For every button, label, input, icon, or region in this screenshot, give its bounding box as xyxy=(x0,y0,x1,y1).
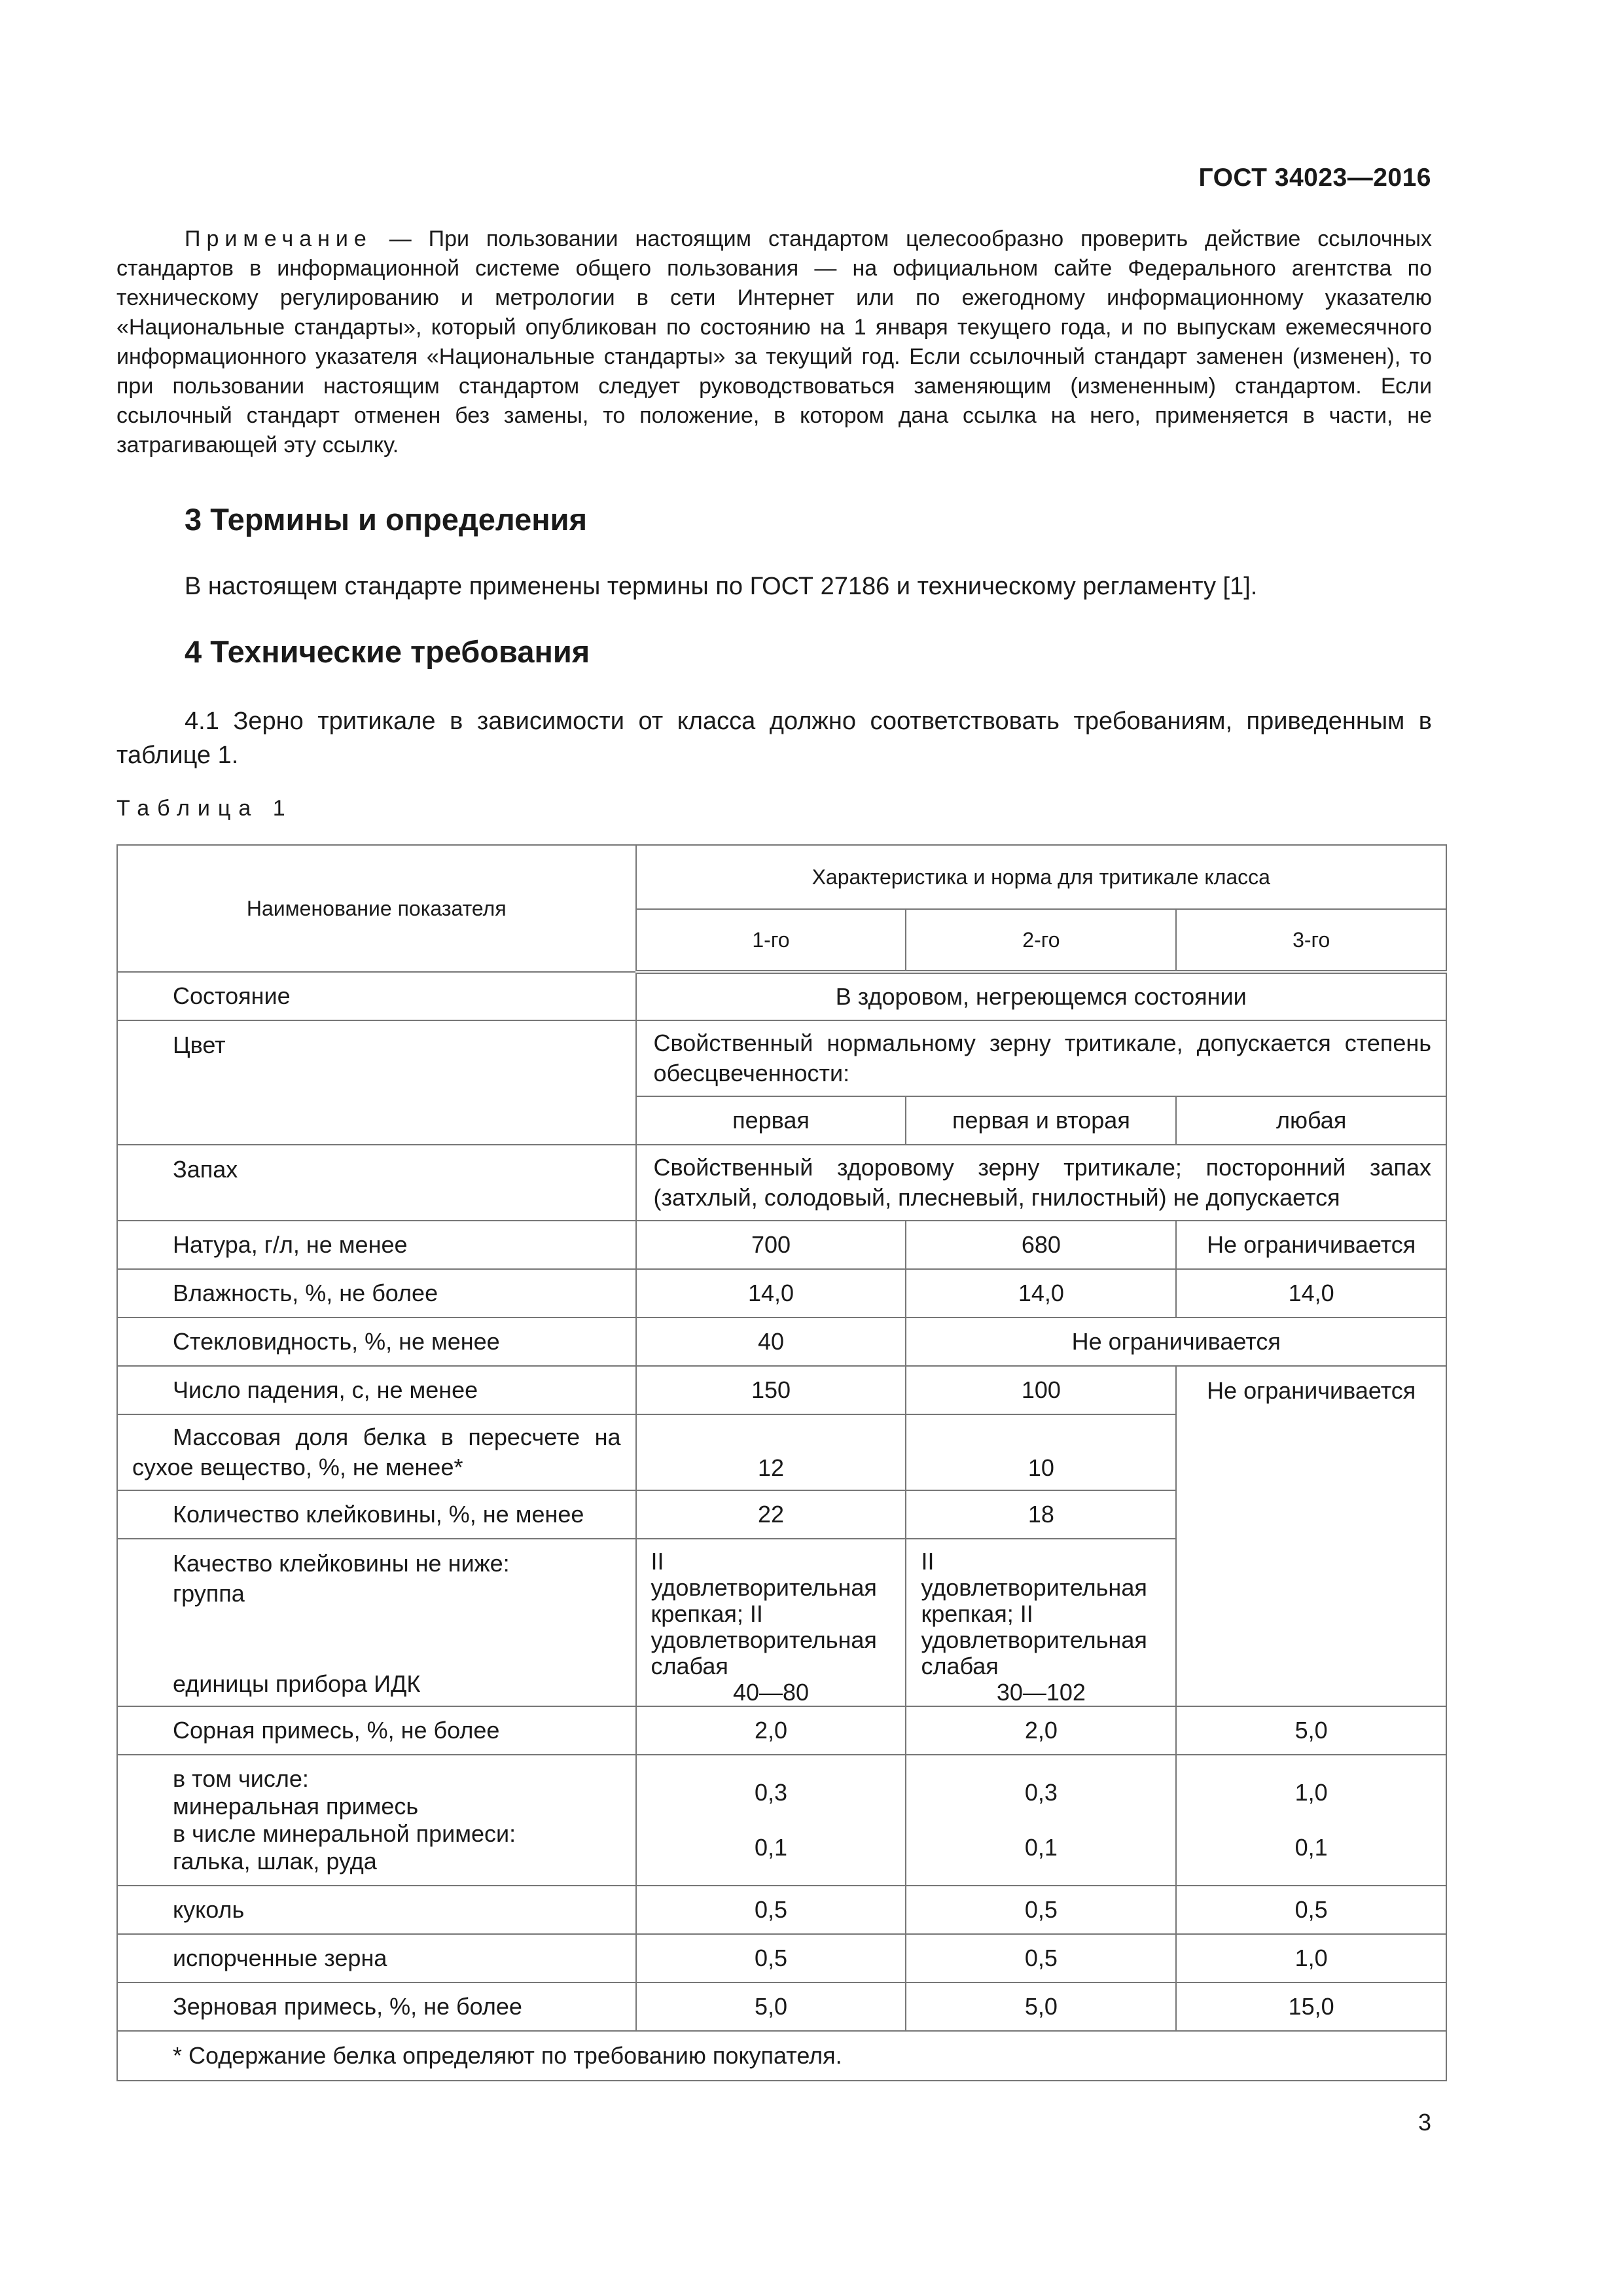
cell: 5,0 xyxy=(1176,1706,1446,1755)
cell: 14,0 xyxy=(906,1269,1176,1318)
table-row xyxy=(117,1366,1446,1414)
cell-idk: 40—80 xyxy=(732,1679,810,1706)
cell-group: II удовлетворительная крепкая; II удовлетворительная слабая xyxy=(921,1548,1147,1679)
table-row xyxy=(117,1145,1446,1221)
cell-value: 0,3 xyxy=(1024,1779,1058,1806)
header-group: Характеристика и норма для тритикале класса xyxy=(636,845,1446,909)
section-4-heading: 4 Технические требования xyxy=(185,634,590,669)
table-row xyxy=(117,972,1446,1020)
table-row xyxy=(117,1755,1446,1886)
row-name: Число падения, с, не менее xyxy=(117,1366,636,1414)
section-3-text: В настоящем стандарте применены термины по ГОСТ 27186 и техническому регламенту [1]. xyxy=(185,573,1258,600)
row-name-line: в том числе: xyxy=(173,1765,309,1792)
cell xyxy=(636,1539,906,1706)
row-name xyxy=(117,1755,636,1886)
page-number: 3 xyxy=(1418,2109,1431,2136)
row-name: Массовая доля белка в пересчете на сухое вещество, %, не менее* xyxy=(117,1414,636,1490)
table-row xyxy=(117,1318,1446,1366)
cell: 14,0 xyxy=(1176,1269,1446,1318)
cell xyxy=(906,1755,1176,1886)
cell xyxy=(636,1755,906,1886)
table-row xyxy=(117,1020,1446,1096)
table-row xyxy=(117,1982,1446,2031)
section-4-text: 4.1 Зерно тритикале в зависимости от класса должно соответствовать требованиям, приведенным в таблице 1. xyxy=(116,708,1432,769)
row-name-line: галька, шлак, руда xyxy=(173,1848,377,1874)
table-row xyxy=(117,1221,1446,1269)
table-row xyxy=(117,1934,1446,1982)
cell: Не ограничивается xyxy=(1176,1366,1446,1706)
header-name: Наименование показателя xyxy=(117,845,636,972)
header-class-3: 3-го xyxy=(1176,909,1446,972)
table-caption: Таблица 1 xyxy=(116,796,293,821)
row-name: Натура, г/л, не менее xyxy=(117,1221,636,1269)
table-row xyxy=(117,1886,1446,1934)
row-name-line: единицы прибора ИДК xyxy=(173,1670,421,1697)
cell: 0,5 xyxy=(906,1934,1176,1982)
cell: 5,0 xyxy=(906,1982,1176,2031)
cell-value: 1,0 xyxy=(1294,1779,1328,1806)
cell: 680 xyxy=(906,1221,1176,1269)
cell: 14,0 xyxy=(636,1269,906,1318)
cell: 2,0 xyxy=(906,1706,1176,1755)
row-name: Стекловидность, %, не менее xyxy=(117,1318,636,1366)
cell-value: 0,3 xyxy=(754,1779,787,1806)
table-row xyxy=(117,1706,1446,1755)
header-class-1: 1-го xyxy=(636,909,906,972)
cell: 12 xyxy=(636,1414,906,1490)
note-label: Примечание xyxy=(185,226,372,251)
cell: 0,5 xyxy=(636,1886,906,1934)
row-name-line: группа xyxy=(173,1580,245,1607)
row-name-line: минеральная примесь xyxy=(173,1793,419,1820)
row-name: Влажность, %, не более xyxy=(117,1269,636,1318)
cell: 2,0 xyxy=(636,1706,906,1755)
cell: любая xyxy=(1176,1096,1446,1145)
cell: 15,0 xyxy=(1176,1982,1446,2031)
table-row xyxy=(117,1269,1446,1318)
cell-value: 0,1 xyxy=(754,1834,787,1861)
cell-idk: 30—102 xyxy=(996,1679,1086,1706)
table-footnote: * Содержание белка определяют по требованию покупателя. xyxy=(117,2031,1446,2081)
cell: 5,0 xyxy=(636,1982,906,2031)
note-paragraph xyxy=(116,224,1432,460)
row-name: испорченные зерна xyxy=(117,1934,636,1982)
row-name: Запах xyxy=(117,1145,636,1221)
row-name-line: в числе минеральной примеси: xyxy=(173,1820,516,1847)
cell: Свойственный здоровому зерну тритикале; посторонний запах (затхлый, солодовый, плесневый, гнилостный) не допускается xyxy=(636,1145,1446,1221)
header-class-2: 2-го xyxy=(906,909,1176,972)
cell: Свойственный нормальному зерну тритикале, допускается степень обесцвеченности: xyxy=(636,1020,1446,1096)
cell: Не ограничивается xyxy=(906,1318,1446,1366)
cell: 1,0 xyxy=(1176,1934,1446,1982)
cell: 0,5 xyxy=(1176,1886,1446,1934)
cell-group: II удовлетворительная крепкая; II удовлетворительная слабая xyxy=(651,1548,877,1679)
row-name: Цвет xyxy=(117,1020,636,1145)
row-name: Состояние xyxy=(117,972,636,1020)
cell: первая xyxy=(636,1096,906,1145)
section-3-heading: 3 Термины и определения xyxy=(185,502,587,537)
cell: В здоровом, негреющемся состоянии xyxy=(636,972,1446,1020)
cell xyxy=(1176,1755,1446,1886)
row-name-line: Качество клейковины не ниже: xyxy=(173,1550,510,1577)
table-header-row xyxy=(117,845,1446,909)
table-footnote-row xyxy=(117,2031,1446,2081)
cell: первая и вторая xyxy=(906,1096,1176,1145)
cell xyxy=(906,1539,1176,1706)
cell-value: 0,1 xyxy=(1294,1834,1328,1861)
note-text: — При пользовании настоящим стандартом целесообразно проверить действие ссылочных стандартов в информационной системе общего пользования — на официальном сайте Федерального агентства по техническому регулированию и метрологии в сети Интернет или по ежегодному информационному указателю «Национальные стандарты», который опубликован по состоянию на 1 января текущего года, и по выпускам ежемесячного информационного указателя «Национальные стандарты» за текущий год. Если ссылочный стандарт заменен (изменен), то при пользовании настоящим стандартом следует руководствоваться заменяющим (измененным) стандартом. Если ссылочный стандарт отменен без замены, то положение, в котором дана ссылка на него, применяется в части, не затрагивающей эту ссылку. xyxy=(116,226,1432,457)
cell: 22 xyxy=(636,1490,906,1539)
row-name: куколь xyxy=(117,1886,636,1934)
row-name: Количество клейковины, %, не менее xyxy=(117,1490,636,1539)
row-name: Сорная примесь, %, не более xyxy=(117,1706,636,1755)
cell: 0,5 xyxy=(636,1934,906,1982)
cell: 150 xyxy=(636,1366,906,1414)
cell: 700 xyxy=(636,1221,906,1269)
requirements-table xyxy=(116,844,1447,2081)
cell: Не ограничивается xyxy=(1176,1221,1446,1269)
document-code: ГОСТ 34023—2016 xyxy=(1198,164,1431,192)
cell: 18 xyxy=(906,1490,1176,1539)
cell: 100 xyxy=(906,1366,1176,1414)
cell: 10 xyxy=(906,1414,1176,1490)
row-name: Зерновая примесь, %, не более xyxy=(117,1982,636,2031)
cell-value: 0,1 xyxy=(1024,1834,1058,1861)
row-name xyxy=(117,1539,636,1706)
cell: 40 xyxy=(636,1318,906,1366)
cell: 0,5 xyxy=(906,1886,1176,1934)
